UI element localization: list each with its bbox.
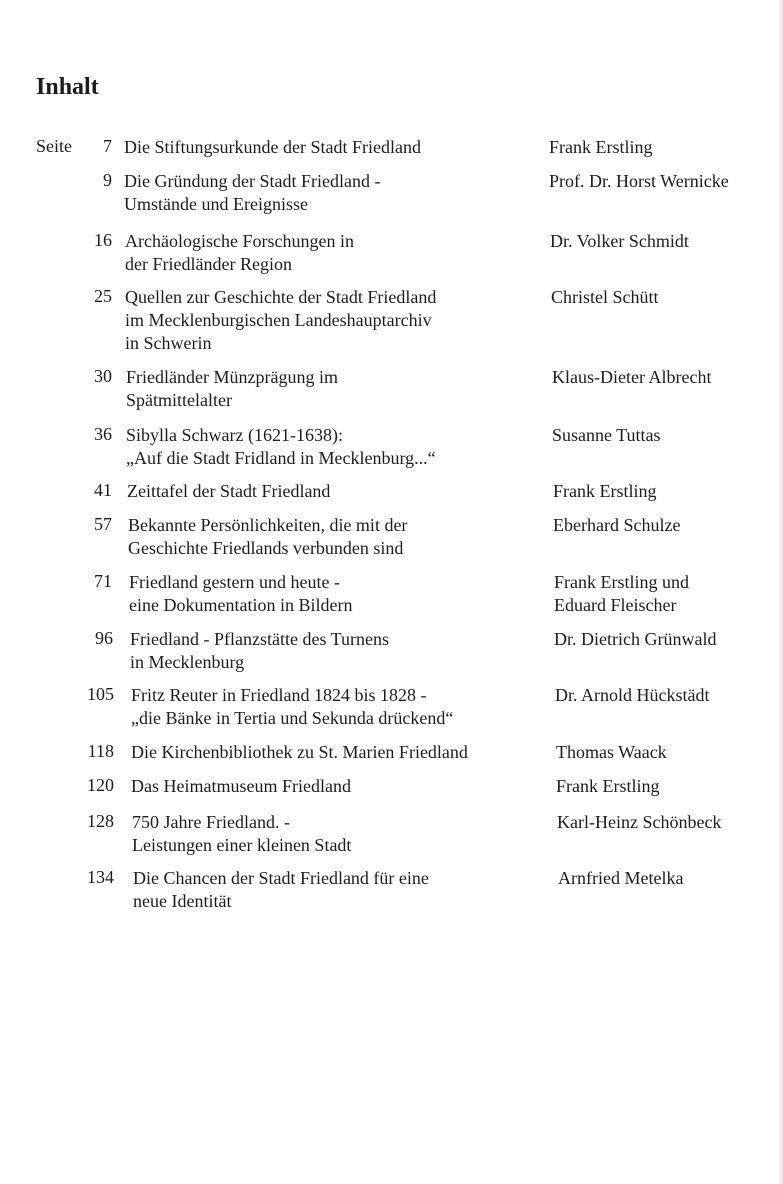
- entry-title-line: Spätmittelalter: [126, 390, 232, 410]
- entry-title-line: Friedland gestern und heute -: [129, 572, 340, 592]
- page-number: 7: [103, 136, 112, 156]
- entry-author: [549, 136, 774, 159]
- entry-author: [556, 741, 781, 764]
- toc-entry: [0, 684, 783, 728]
- seite-label: Seite: [36, 136, 72, 156]
- entry-title: [131, 775, 536, 798]
- entry-title: [129, 571, 534, 617]
- entry-author-line: Dr. Dietrich Grünwald: [554, 629, 717, 649]
- page-number: 36: [94, 424, 112, 444]
- entry-title: [132, 811, 537, 857]
- entry-author: [550, 230, 775, 253]
- entry-author-line: Frank Erstling und: [554, 572, 689, 592]
- entry-title: [126, 424, 531, 470]
- entry-title-line: Die Chancen der Stadt Friedland für eine: [133, 868, 429, 888]
- toc-entry: [0, 867, 783, 911]
- entry-author: [554, 571, 779, 617]
- entry-title-line: Umstände und Ereignisse: [124, 194, 308, 214]
- entry-author: [555, 684, 780, 707]
- entry-title-line: Zeittafel der Stadt Friedland: [127, 481, 331, 501]
- entry-title-line: „die Bänke in Tertia und Sekunda drückend“: [131, 708, 454, 728]
- entry-title-line: Fritz Reuter in Friedland 1824 bis 1828 -: [131, 685, 427, 705]
- entry-author: [553, 480, 778, 503]
- entry-author: [552, 366, 777, 389]
- entry-title-line: Friedländer Münzprägung im: [126, 367, 338, 387]
- page-number: 71: [94, 571, 112, 591]
- page-number: 118: [87, 741, 114, 761]
- entry-title: [125, 286, 530, 355]
- page-number: 41: [94, 480, 112, 500]
- entry-title-line: Leistungen einer kleinen Stadt: [132, 835, 352, 855]
- entry-author: [549, 170, 774, 193]
- entry-author-line: Prof. Dr. Horst Wernicke: [549, 171, 729, 191]
- entry-title-line: Die Kirchenbibliothek zu St. Marien Friedland: [131, 742, 468, 762]
- entry-title-line: neue Identität: [133, 891, 232, 911]
- page-number: 96: [95, 628, 113, 648]
- page-number: 57: [94, 514, 112, 534]
- page-number: 128: [87, 811, 114, 831]
- toc-entry: [0, 230, 783, 274]
- page-number: 30: [94, 366, 112, 386]
- entry-title: [131, 741, 536, 764]
- entry-author-line: Eberhard Schulze: [553, 515, 681, 535]
- entry-title: [125, 230, 530, 276]
- entry-title: [127, 480, 532, 503]
- entry-title: [133, 867, 538, 913]
- entry-title-line: Sibylla Schwarz (1621-1638):: [126, 425, 343, 445]
- toc-entry: [0, 286, 783, 353]
- toc-entry: [0, 811, 783, 855]
- entry-author: [551, 286, 776, 309]
- entry-title-line: im Mecklenburgischen Landeshauptarchiv: [125, 310, 432, 330]
- entry-title-line: eine Dokumentation in Bildern: [129, 595, 353, 615]
- entry-title-line: Friedland - Pflanzstätte des Turnens: [130, 629, 389, 649]
- entry-author-line: Frank Erstling: [556, 776, 660, 796]
- entry-title: [128, 514, 533, 560]
- entry-title-line: in Mecklenburg: [130, 652, 245, 672]
- entry-author-line: Frank Erstling: [553, 481, 657, 501]
- entry-author-line: Christel Schütt: [551, 287, 659, 307]
- entry-title-line: Das Heimatmuseum Friedland: [131, 776, 351, 796]
- toc-entry: [0, 366, 783, 410]
- entry-author-line: Thomas Waack: [556, 742, 667, 762]
- entry-author-line: Susanne Tuttas: [552, 425, 661, 445]
- entry-author: [552, 424, 777, 447]
- entry-title: [124, 170, 529, 216]
- entry-title: [124, 136, 529, 159]
- toc-entry: [0, 628, 783, 672]
- page-title: Inhalt: [36, 74, 99, 100]
- toc-entry: [0, 514, 783, 558]
- entry-title-line: 750 Jahre Friedland. -: [132, 812, 290, 832]
- page-number: 105: [87, 684, 114, 704]
- entry-title-line: Quellen zur Geschichte der Stadt Friedland: [125, 287, 437, 307]
- entry-title-line: in Schwerin: [125, 333, 212, 353]
- page-number: 25: [94, 286, 112, 306]
- entry-author-line: Klaus-Dieter Albrecht: [552, 367, 712, 387]
- entry-author-line: Dr. Volker Schmidt: [550, 231, 689, 251]
- entry-title-line: Geschichte Friedlands verbunden sind: [128, 538, 404, 558]
- entry-title: [131, 684, 536, 730]
- entry-author: [557, 811, 782, 834]
- entry-title: [126, 366, 531, 412]
- entry-title-line: der Friedländer Region: [125, 254, 292, 274]
- entry-author-line: Arnfried Metelka: [558, 868, 684, 888]
- entry-title-line: Bekannte Persönlichkeiten, die mit der: [128, 515, 408, 535]
- page-number: 134: [87, 867, 114, 887]
- entry-title-line: Die Stiftungsurkunde der Stadt Friedland: [124, 137, 421, 157]
- entry-author-line: Eduard Fleischer: [554, 595, 677, 615]
- entry-author-line: Frank Erstling: [549, 137, 653, 157]
- toc-entry: [0, 571, 783, 615]
- entry-author: [558, 867, 783, 890]
- entry-author: [556, 775, 781, 798]
- entry-title-line: Die Gründung der Stadt Friedland -: [124, 171, 381, 191]
- entry-title: [130, 628, 535, 674]
- toc-entry: [0, 775, 783, 815]
- entry-author-line: Dr. Arnold Hückstädt: [555, 685, 710, 705]
- page-number: 9: [103, 170, 112, 190]
- toc-entry: [0, 170, 783, 214]
- page-number: 120: [87, 775, 114, 795]
- toc-entry: [0, 424, 783, 468]
- entry-title-line: „Auf die Stadt Fridland in Mecklenburg...“: [126, 448, 436, 468]
- page-number: 16: [94, 230, 112, 250]
- entry-author: [553, 514, 778, 537]
- entry-author: [554, 628, 779, 651]
- entry-author-line: Karl-Heinz Schönbeck: [557, 812, 722, 832]
- entry-title-line: Archäologische Forschungen in: [125, 231, 354, 251]
